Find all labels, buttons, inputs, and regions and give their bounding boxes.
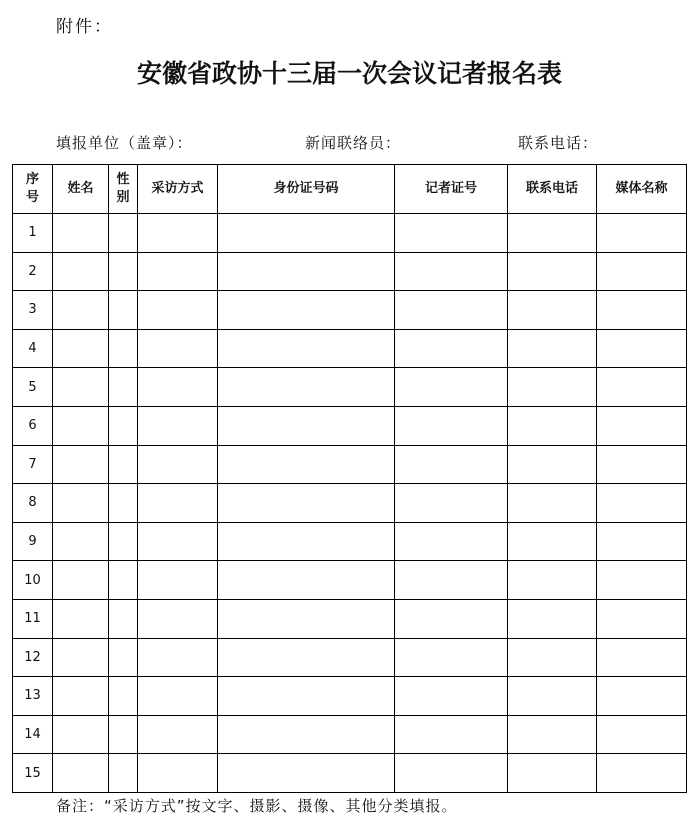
id-number-cell[interactable]: [218, 522, 395, 561]
name-cell[interactable]: [53, 561, 109, 600]
table-row: [13, 638, 687, 677]
id-number-cell[interactable]: [218, 561, 395, 600]
table-row: [13, 754, 687, 793]
press-card-cell[interactable]: [395, 484, 508, 523]
table-row: [13, 406, 687, 445]
header-press-card: 记者证号: [395, 165, 508, 214]
phone-cell[interactable]: [508, 638, 597, 677]
press-card-cell[interactable]: [395, 522, 508, 561]
press-card-cell[interactable]: [395, 329, 508, 368]
id-number-cell[interactable]: [218, 484, 395, 523]
gender-cell[interactable]: [109, 754, 138, 793]
phone-cell[interactable]: [508, 561, 597, 600]
gender-cell[interactable]: [109, 406, 138, 445]
table-row: [13, 561, 687, 600]
header-media: 媒体名称: [597, 165, 687, 214]
phone-cell[interactable]: [508, 445, 597, 484]
id-number-cell[interactable]: [218, 252, 395, 291]
row-number: 13: [13, 677, 53, 716]
name-cell[interactable]: [53, 291, 109, 330]
method-cell[interactable]: [138, 291, 218, 330]
method-cell[interactable]: [138, 599, 218, 638]
press-card-cell[interactable]: [395, 368, 508, 407]
phone-cell[interactable]: [508, 677, 597, 716]
row-number: 14: [13, 715, 53, 754]
name-cell[interactable]: [53, 599, 109, 638]
phone-cell[interactable]: [508, 368, 597, 407]
id-number-cell[interactable]: [218, 445, 395, 484]
media-cell[interactable]: [597, 252, 687, 291]
contact-phone-label: 联系电话：: [518, 134, 599, 152]
gender-cell[interactable]: [109, 561, 138, 600]
registration-table: [12, 164, 687, 793]
row-number: 1: [13, 214, 53, 253]
media-cell[interactable]: [597, 368, 687, 407]
table-body: [13, 214, 687, 793]
method-cell[interactable]: [138, 368, 218, 407]
row-number: 9: [13, 522, 53, 561]
media-cell[interactable]: [597, 329, 687, 368]
press-card-cell[interactable]: [395, 638, 508, 677]
id-number-cell[interactable]: [218, 599, 395, 638]
media-cell[interactable]: [597, 754, 687, 793]
id-number-cell[interactable]: [218, 638, 395, 677]
method-cell[interactable]: [138, 252, 218, 291]
id-number-cell[interactable]: [218, 406, 395, 445]
header-gender: [109, 165, 138, 214]
table-row: [13, 291, 687, 330]
phone-cell[interactable]: [508, 214, 597, 253]
name-cell[interactable]: [53, 406, 109, 445]
method-cell[interactable]: [138, 406, 218, 445]
press-card-cell[interactable]: [395, 715, 508, 754]
phone-cell[interactable]: [508, 291, 597, 330]
reporting-unit-label: 填报单位（盖章）：: [56, 134, 193, 152]
media-cell[interactable]: [597, 638, 687, 677]
row-number: 6: [13, 406, 53, 445]
name-cell[interactable]: [53, 368, 109, 407]
header-gender-line1: 性: [116, 172, 130, 187]
table-row: [13, 599, 687, 638]
name-cell[interactable]: [53, 677, 109, 716]
press-card-cell[interactable]: [395, 599, 508, 638]
method-cell[interactable]: [138, 484, 218, 523]
row-number: 8: [13, 484, 53, 523]
table-row: [13, 214, 687, 253]
phone-cell[interactable]: [508, 484, 597, 523]
header-seq-line2: 号: [25, 190, 39, 205]
gender-cell[interactable]: [109, 522, 138, 561]
header-seq: [13, 165, 53, 214]
table-header-row: [13, 165, 687, 214]
gender-cell[interactable]: [109, 677, 138, 716]
name-cell[interactable]: [53, 214, 109, 253]
table-row: [13, 445, 687, 484]
method-cell[interactable]: [138, 677, 218, 716]
press-card-cell[interactable]: [395, 252, 508, 291]
media-cell[interactable]: [597, 214, 687, 253]
media-cell[interactable]: [597, 406, 687, 445]
gender-cell[interactable]: [109, 715, 138, 754]
header-id-number: 身份证号码: [218, 165, 395, 214]
id-number-cell[interactable]: [218, 754, 395, 793]
press-card-cell[interactable]: [395, 754, 508, 793]
press-card-cell[interactable]: [395, 677, 508, 716]
header-gender-line2: 别: [116, 190, 130, 205]
method-cell[interactable]: [138, 561, 218, 600]
name-cell[interactable]: [53, 329, 109, 368]
table-row: [13, 252, 687, 291]
id-number-cell[interactable]: [218, 329, 395, 368]
name-cell[interactable]: [53, 252, 109, 291]
phone-cell[interactable]: [508, 406, 597, 445]
id-number-cell[interactable]: [218, 715, 395, 754]
method-cell[interactable]: [138, 522, 218, 561]
header-name: 姓名: [53, 165, 109, 214]
name-cell[interactable]: [53, 484, 109, 523]
gender-cell[interactable]: [109, 368, 138, 407]
gender-cell[interactable]: [109, 445, 138, 484]
footnote: 备注：“采访方式”按文字、摄影、摄像、其他分类填报。: [56, 797, 458, 815]
name-cell[interactable]: [53, 445, 109, 484]
media-cell[interactable]: [597, 484, 687, 523]
row-number: 4: [13, 329, 53, 368]
method-cell[interactable]: [138, 214, 218, 253]
press-card-cell[interactable]: [395, 561, 508, 600]
table-row: [13, 329, 687, 368]
media-cell[interactable]: [597, 677, 687, 716]
table-row: [13, 715, 687, 754]
phone-cell[interactable]: [508, 754, 597, 793]
attachment-label: 附件：: [56, 17, 113, 37]
media-cell[interactable]: [597, 599, 687, 638]
row-number: 12: [13, 638, 53, 677]
form-title: 安徽省政协十三届一次会议记者报名表: [136, 59, 562, 88]
gender-cell[interactable]: [109, 599, 138, 638]
method-cell[interactable]: [138, 638, 218, 677]
table-row: [13, 522, 687, 561]
press-liaison-label: 新闻联络员：: [305, 134, 402, 152]
header-phone: 联系电话: [508, 165, 597, 214]
method-cell[interactable]: [138, 329, 218, 368]
id-number-cell[interactable]: [218, 368, 395, 407]
row-number: 5: [13, 368, 53, 407]
gender-cell[interactable]: [109, 291, 138, 330]
header-seq-line1: 序: [25, 172, 39, 187]
phone-cell[interactable]: [508, 329, 597, 368]
media-cell[interactable]: [597, 445, 687, 484]
name-cell[interactable]: [53, 715, 109, 754]
id-number-cell[interactable]: [218, 677, 395, 716]
press-card-cell[interactable]: [395, 291, 508, 330]
row-number: 11: [13, 599, 53, 638]
phone-cell[interactable]: [508, 599, 597, 638]
gender-cell[interactable]: [109, 329, 138, 368]
phone-cell[interactable]: [508, 252, 597, 291]
press-card-cell[interactable]: [395, 445, 508, 484]
name-cell[interactable]: [53, 522, 109, 561]
name-cell[interactable]: [53, 638, 109, 677]
table-row: [13, 484, 687, 523]
row-number: 10: [13, 561, 53, 600]
gender-cell[interactable]: [109, 252, 138, 291]
row-number: 3: [13, 291, 53, 330]
phone-cell[interactable]: [508, 522, 597, 561]
id-number-cell[interactable]: [218, 214, 395, 253]
table-row: [13, 368, 687, 407]
media-cell[interactable]: [597, 561, 687, 600]
phone-cell[interactable]: [508, 715, 597, 754]
gender-cell[interactable]: [109, 484, 138, 523]
media-cell[interactable]: [597, 291, 687, 330]
media-cell[interactable]: [597, 522, 687, 561]
header-method: 采访方式: [138, 165, 218, 214]
row-number: 7: [13, 445, 53, 484]
row-number: 15: [13, 754, 53, 793]
id-number-cell[interactable]: [218, 291, 395, 330]
gender-cell[interactable]: [109, 214, 138, 253]
press-card-cell[interactable]: [395, 406, 508, 445]
media-cell[interactable]: [597, 715, 687, 754]
name-cell[interactable]: [53, 754, 109, 793]
table-row: [13, 677, 687, 716]
row-number: 2: [13, 252, 53, 291]
press-card-cell[interactable]: [395, 214, 508, 253]
method-cell[interactable]: [138, 715, 218, 754]
method-cell[interactable]: [138, 445, 218, 484]
gender-cell[interactable]: [109, 638, 138, 677]
method-cell[interactable]: [138, 754, 218, 793]
